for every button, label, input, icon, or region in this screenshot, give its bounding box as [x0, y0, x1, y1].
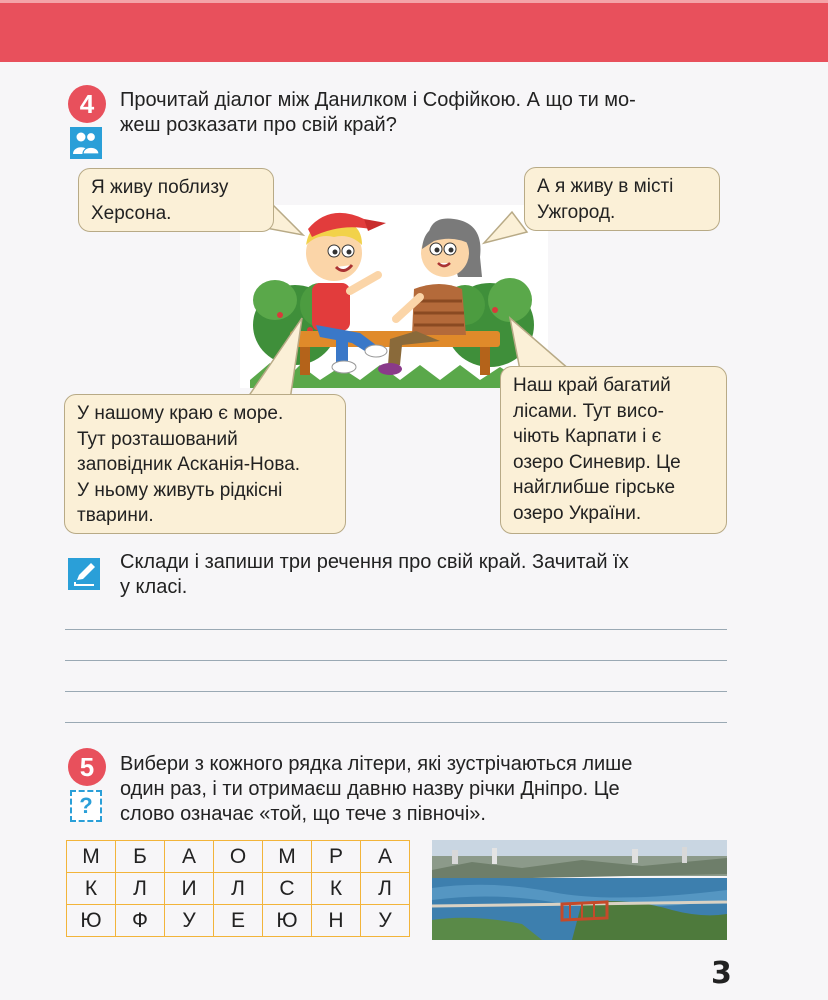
question-icon: ?: [70, 790, 102, 822]
letter-grid-row-2: [67, 873, 410, 905]
write-task-instruction: Склади і запиши три речення про свій край. Зачитай їх у класі.: [120, 551, 629, 598]
pencil-icon: [68, 558, 100, 590]
letter-cell[interactable]: И: [165, 873, 214, 905]
task-4-number-badge: 4: [68, 85, 106, 123]
letter-cell[interactable]: У: [165, 905, 214, 937]
speech-bubble-bottom-right: Наш край багатий лісами. Тут висо- чіють Карпати і є озеро Синевир. Це найглибше гірське озеро України.: [500, 366, 727, 534]
letter-cell[interactable]: О: [214, 841, 263, 873]
letter-cell[interactable]: Ю: [67, 905, 116, 937]
letter-cell[interactable]: Ф: [116, 905, 165, 937]
task-5-instruction: Вибери з кожного рядка літери, які зустрічаються лише один раз, і ти отримаєш давню назву річки Дніпро. Це слово означає «той, що тече з півночі».: [120, 753, 633, 825]
children-on-bench-illustration: [240, 205, 548, 388]
letter-cell[interactable]: К: [312, 873, 361, 905]
top-header-band: [0, 0, 828, 62]
task-4-instruction: Прочитай діалог між Данилком і Софійкою. А що ти мо- жеш розказати про свій край?: [120, 89, 636, 136]
writing-line-4[interactable]: [65, 722, 727, 723]
letter-grid-row-1: [67, 841, 410, 873]
pair-work-icon: [70, 127, 102, 159]
page-number: 3: [711, 956, 732, 991]
letter-cell[interactable]: К: [67, 873, 116, 905]
writing-line-2[interactable]: [65, 660, 727, 661]
letter-cell[interactable]: Л: [116, 873, 165, 905]
letter-cell[interactable]: Л: [361, 873, 410, 905]
letter-cell[interactable]: С: [263, 873, 312, 905]
letter-cell[interactable]: Л: [214, 873, 263, 905]
speech-bubble-bottom-left: У нашому краю є море. Тут розташований заповідник Асканія-Нова. У ньому живуть рідкісні тварини.: [64, 394, 346, 534]
letter-cell[interactable]: Б: [116, 841, 165, 873]
speech-bubble-top-right: А я живу в місті Ужгород.: [524, 167, 720, 231]
letter-grid: [66, 840, 410, 937]
writing-line-1[interactable]: [65, 629, 727, 630]
letter-cell[interactable]: Н: [312, 905, 361, 937]
task-5-number-badge: 5: [68, 748, 106, 786]
top-header-highlight: [0, 0, 828, 3]
letter-cell[interactable]: А: [165, 841, 214, 873]
dnipro-river-photo: [432, 840, 727, 940]
letter-cell[interactable]: Е: [214, 905, 263, 937]
writing-line-3[interactable]: [65, 691, 727, 692]
letter-grid-row-3: [67, 905, 410, 937]
letter-cell[interactable]: Ю: [263, 905, 312, 937]
letter-cell[interactable]: У: [361, 905, 410, 937]
letter-cell[interactable]: А: [361, 841, 410, 873]
letter-cell[interactable]: М: [263, 841, 312, 873]
speech-bubble-top-left: Я живу поблизу Херсона.: [78, 168, 274, 232]
letter-cell[interactable]: Р: [312, 841, 361, 873]
letter-cell[interactable]: М: [67, 841, 116, 873]
